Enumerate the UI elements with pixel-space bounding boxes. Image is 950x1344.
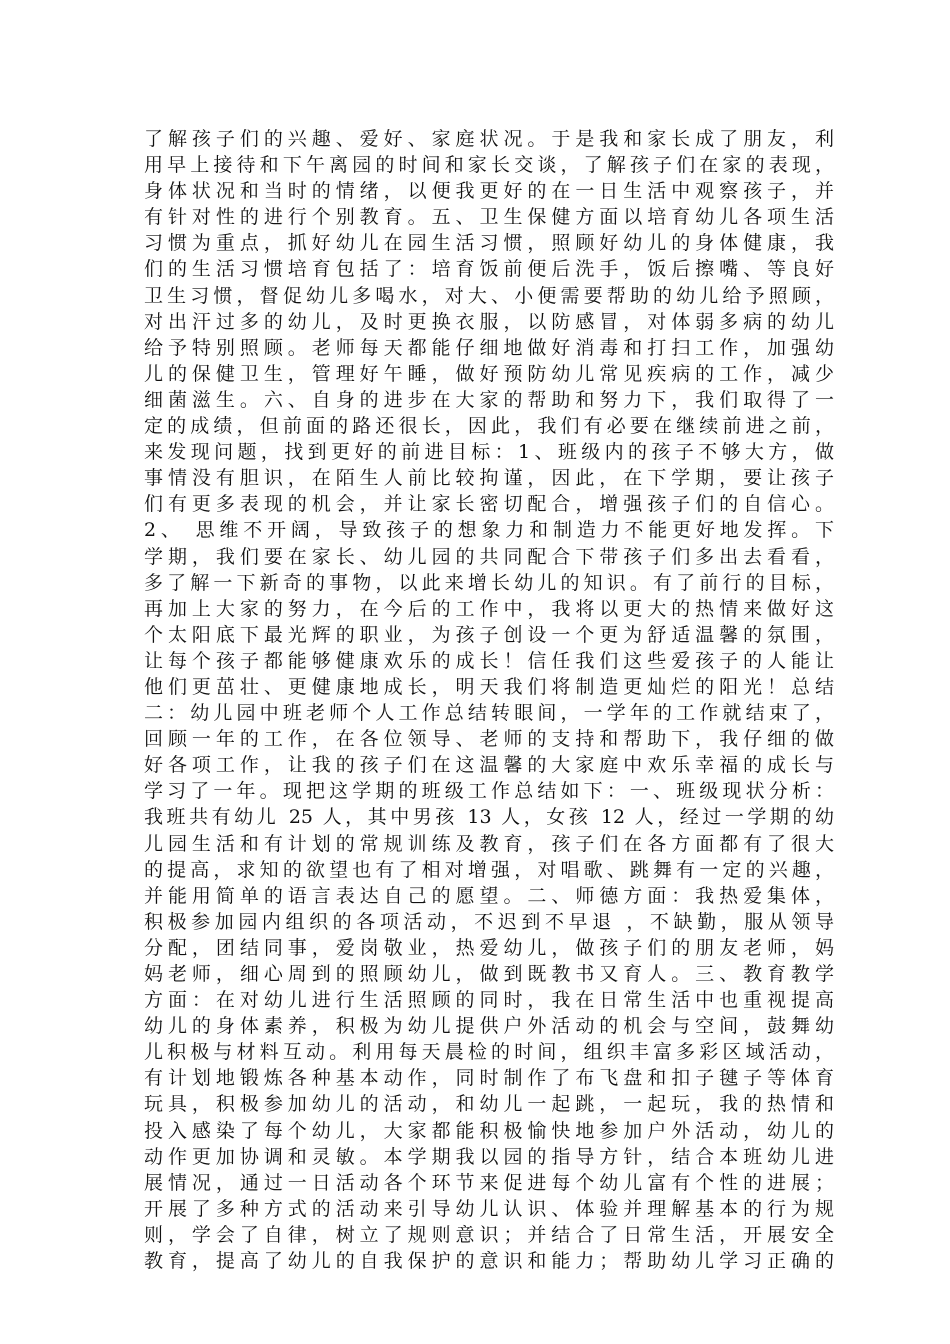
text-line: 玩具，积极参加幼儿的活动，和幼儿一起跳，一起玩，我的热情和 [144, 1093, 834, 1116]
text-line: 细菌滋生。六、自身的进步在大家的帮助和努力下，我们取得了一 [144, 388, 834, 411]
text-line: 开展了多种方式的活动来引导幼儿认识、体验并理解基本的行为规 [144, 1197, 834, 1220]
text-line: 投入感染了每个幼儿，大家都能积极愉快地参加户外活动，幼儿的 [144, 1119, 834, 1142]
text-line: 身体状况和当时的情绪，以便我更好的在一日生活中观察孩子，并 [144, 180, 834, 203]
text-line: 儿的保健卫生，管理好午睡，做好预防幼儿常见疾病的工作，减少 [144, 362, 834, 385]
text-line: 学期，我们要在家长、幼儿园的共同配合下带孩子们多出去看看， [144, 545, 834, 568]
text-line: 则，学会了自律，树立了规则意识；并结合了日常生活，开展安全 [144, 1223, 834, 1246]
text-line: 好各项工作，让我的孩子们在这温馨的大家庭中欢乐幸福的成长与 [144, 754, 834, 777]
text-line: 他们更茁壮、更健康地成长，明天我们将制造更灿烂的阳光！总结 [144, 675, 834, 698]
text-line: 教育，提高了幼儿的自我保护的意识和能力；帮助幼儿学习正确的 [144, 1250, 834, 1273]
text-line: 儿积极与材料互动。利用每天晨检的时间，组织丰富多彩区域活动， [144, 1041, 834, 1064]
text-line: 对出汗过多的幼儿，及时更换衣服，以防感冒，对体弱多病的幼儿 [144, 310, 834, 333]
text-line: 来发现问题，找到更好的前进目标：1、班级内的孩子不够大方，做 [144, 441, 834, 464]
text-line: 让每个孩子都能够健康欢乐的成长！信任我们这些爱孩子的人能让 [144, 649, 834, 672]
text-line: 用早上接待和下午离园的时间和家长交谈，了解孩子们在家的表现， [144, 154, 834, 177]
text-line: 的提高，求知的欲望也有了相对增强，对唱歌、跳舞有一定的兴趣， [144, 858, 834, 881]
text-line: 有计划地锻炼各种基本动作，同时制作了布飞盘和扣子毽子等体育 [144, 1067, 834, 1090]
text-line: 给予特别照顾。老师每天都能仔细地做好消毒和打扫工作，加强幼 [144, 336, 834, 359]
text-line: 卫生习惯，督促幼儿多喝水，对大、小便需要帮助的幼儿给予照顾， [144, 284, 834, 307]
text-line: 二：幼儿园中班老师个人工作总结转眼间，一学年的工作就结束了， [144, 702, 834, 725]
text-line: 展情况，通过一日活动各个环节来促进每个幼儿富有个性的进展； [144, 1171, 834, 1194]
text-line: 妈老师，细心周到的照顾幼儿，做到既教书又育人。三、教育教学 [144, 963, 834, 985]
text-line: 积极参加园内组织的各项活动，不迟到不早退 ，不缺勤，服从领导 [144, 910, 834, 933]
text-line: 再加上大家的努力，在今后的工作中，我将以更大的热情来做好这 [144, 597, 834, 620]
text-line: 了解孩子们的兴趣、爱好、家庭状况。于是我和家长成了朋友，利 [144, 128, 834, 150]
text-line: 个太阳底下最光辉的职业，为孩子创设一个更为舒适温馨的氛围， [144, 623, 834, 646]
body-text [144, 126, 834, 1274]
text-line: 定的成绩，但前面的路还很长，因此，我们有必要在继续前进之前， [144, 415, 834, 438]
text-line: 儿园生活和有计划的常规训练及教育，孩子们在各方面都有了很大 [144, 832, 834, 855]
text-line: 们的生活习惯培育包括了：培育饭前便后洗手，饭后擦嘴、等良好 [144, 258, 834, 281]
text-line: 分配，团结同事，爱岗敬业，热爱幼儿，做孩子们的朋友老师，妈 [144, 936, 834, 959]
text-line: 学习了一年。现把这学期的班级工作总结如下：一、班级现状分析： [144, 780, 834, 803]
text-line: 有针对性的进行个别教育。五、卫生保健方面以培育幼儿各项生活 [144, 206, 834, 229]
text-line: 幼儿的身体素养，积极为幼儿提供户外活动的机会与空间，鼓舞幼 [144, 1015, 834, 1038]
text-line: 习惯为重点，抓好幼儿在园生活习惯，照顾好幼儿的身体健康，我 [144, 232, 834, 255]
text-line: 方面：在对幼儿进行生活照顾的同时，我在日常生活中也重视提高 [144, 989, 834, 1012]
text-line: 事情没有胆识，在陌生人前比较拘谨，因此，在下学期，要让孩子 [144, 467, 834, 490]
text-line: 多了解一下新奇的事物，以此来增长幼儿的知识。有了前行的目标， [144, 571, 834, 594]
text-line: 2、 思维不开阔，导致孩子的想象力和制造力不能更好地发挥。下 [144, 519, 834, 542]
text-line: 们有更多表现的机会，并让家长密切配合，增强孩子们的自信心。 [144, 493, 834, 516]
text-line: 回顾一年的工作，在各位领导、老师的支持和帮助下，我仔细的做 [144, 728, 834, 751]
text-line: 并能用简单的语言表达自己的愿望。二、师德方面：我热爱集体， [144, 884, 834, 907]
text-line: 动作更加协调和灵敏。本学期我以园的指导方针，结合本班幼儿进 [144, 1145, 834, 1168]
text-line: 我班共有幼儿 25 人，其中男孩 13 人，女孩 12 人，经过一学期的幼 [144, 806, 834, 829]
